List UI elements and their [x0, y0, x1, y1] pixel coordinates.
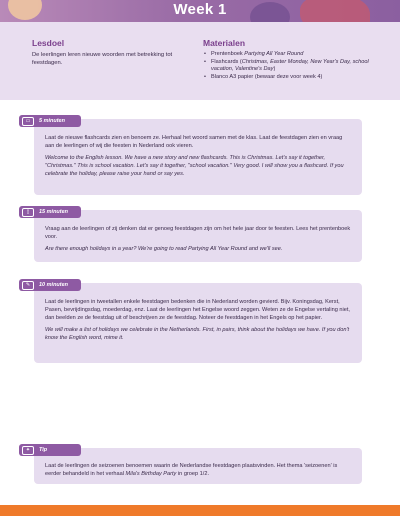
instruction-text: Laat de nieuwe flashcards zien en benoem ze. Herhaal het woord samen met de klas. Laat de feestdagen zien en vraag aan de leerlingen of wij die feesten in Nederland ook vieren. — [45, 135, 343, 149]
material-item: • Flashcards (Christmas, Easter Monday, New Year's Day, school vacation, Valentine's Day) — [203, 59, 373, 74]
materialen-heading: Materialen — [203, 38, 246, 48]
duration-label: 10 minuten — [39, 282, 69, 288]
pencil-icon: ✎ — [22, 281, 34, 290]
tip-card — [25, 446, 362, 484]
duration-tag — [19, 279, 81, 291]
material-item: • Blanco A3 papier (bewaar deze voor week 4) — [203, 74, 373, 82]
intro-section — [0, 22, 400, 100]
header-banner — [0, 0, 400, 22]
teacher-script: Are there enough holidays in a year? We're going to read Partying All Year Round and we'll see. — [45, 246, 283, 252]
tip-tag — [19, 444, 81, 456]
flashcards-icon: ▭ — [22, 117, 34, 126]
tip-label: Tip — [39, 447, 48, 453]
page-title: Week 1 — [173, 1, 227, 18]
materials-list — [203, 51, 373, 81]
tip-text: Laat de leerlingen de seizoenen benoemen waarin de Nederlandse feestdagen plaatsvinden. Het thema 'seizoenen' is eerder behandeld in het verhaal Mila's Birthday Party in groep 1/2. — [45, 463, 338, 477]
lesdoel-text: De leerlingen leren nieuwe woorden met betrekking tot feestdagen. — [32, 52, 173, 66]
activity-card — [26, 208, 362, 262]
book-icon: ▯ — [22, 208, 34, 217]
teacher-script: We will make a list of holidays we celebrate in the Netherlands. First, in pairs, think about the holidays we have. If you don't know the English word, mime it. — [45, 327, 350, 341]
teacher-script: Welcome to the English lesson. We have a new story and new flashcards. This is Christmas. Let's say it together, "Christmas." This is school vacation. Let's say it together, "school vacation." Very good. I will show you a flashcard. If you celebrate the holiday, please raise your hand or say yes. — [45, 155, 344, 177]
instruction-text: Laat de leerlingen in tweetallen enkele feestdagen bedenken die in Nederland worden gevierd. Bijv. Koningsdag, Kerst, Pasen, bevrijdingsdag, moederdag, enz. Laat de leerlingen het Engelse woord zeggen. Weten ze de Engelse vertaling niet, dan beelden ze de feestdag uit of beschrijven ze de feestdag. Noteer de feestdagen in het Engels op het papier. — [45, 299, 350, 321]
lightbulb-icon: ✦ — [22, 446, 34, 455]
lesdoel-column — [32, 38, 192, 67]
duration-label: 5 minuten — [39, 118, 65, 124]
footer-bar — [0, 505, 400, 516]
duration-tag — [19, 206, 81, 218]
materialen-column — [203, 38, 373, 81]
duration-label: 15 minuten — [39, 209, 69, 215]
activity-card — [25, 117, 362, 195]
duration-tag — [19, 115, 81, 127]
instruction-text: Vraag aan de leerlingen of zij denken dat er genoeg feestdagen zijn om het hele jaar door te feesten. Lees het prentenboek voor. — [45, 226, 351, 240]
material-item: • Prentenboek Partying All Year Round — [203, 51, 373, 59]
lesdoel-heading: Lesdoel — [32, 38, 65, 48]
activity-card — [25, 281, 362, 363]
